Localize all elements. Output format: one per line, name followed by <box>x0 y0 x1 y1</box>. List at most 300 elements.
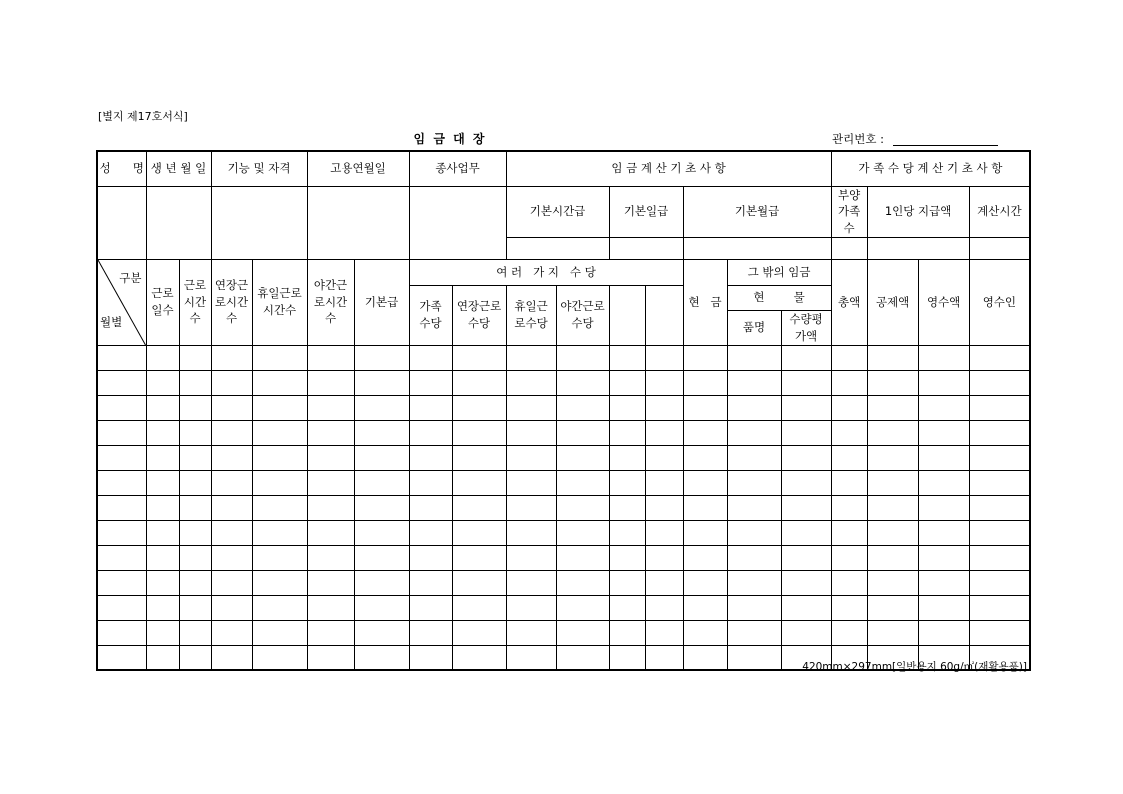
table-cell[interactable] <box>506 545 556 570</box>
table-cell[interactable] <box>727 395 781 420</box>
table-cell[interactable] <box>354 595 409 620</box>
table-cell[interactable] <box>211 620 252 645</box>
table-cell[interactable] <box>683 520 727 545</box>
hire-date-header: 고용연월일 <box>307 151 409 186</box>
work-days-header: 근로일수 <box>146 259 179 345</box>
table-cell[interactable] <box>506 395 556 420</box>
table-cell[interactable] <box>146 420 179 445</box>
allowance-extra-1[interactable] <box>609 285 645 345</box>
table-cell[interactable] <box>645 495 683 520</box>
night-allow-header: 야간근로수당 <box>556 285 609 345</box>
table-cell[interactable] <box>452 595 506 620</box>
table-cell[interactable] <box>831 545 867 570</box>
basic-monthly-field[interactable] <box>683 237 831 259</box>
table-cell[interactable] <box>97 570 146 595</box>
table-cell[interactable] <box>252 395 307 420</box>
table-cell[interactable] <box>609 595 645 620</box>
table-cell[interactable] <box>97 595 146 620</box>
table-cell[interactable] <box>179 445 211 470</box>
table-cell[interactable] <box>179 470 211 495</box>
table-cell[interactable] <box>179 495 211 520</box>
table-cell[interactable] <box>556 620 609 645</box>
total-header: 총액 <box>831 259 867 345</box>
table-cell[interactable] <box>867 345 918 370</box>
table-cell[interactable] <box>211 420 252 445</box>
table-cell[interactable] <box>781 570 831 595</box>
table-cell[interactable] <box>452 570 506 595</box>
table-cell[interactable] <box>918 420 969 445</box>
table-cell[interactable] <box>452 470 506 495</box>
table-cell[interactable] <box>506 570 556 595</box>
table-cell[interactable] <box>146 395 179 420</box>
table-cell[interactable] <box>211 545 252 570</box>
table-cell[interactable] <box>211 345 252 370</box>
table-cell[interactable] <box>506 420 556 445</box>
table-cell[interactable] <box>146 495 179 520</box>
table-cell[interactable] <box>727 345 781 370</box>
table-cell[interactable] <box>683 395 727 420</box>
table-cell[interactable] <box>506 370 556 395</box>
table-cell[interactable] <box>146 345 179 370</box>
table-cell[interactable] <box>506 645 556 670</box>
table-cell[interactable] <box>97 545 146 570</box>
table-cell[interactable] <box>252 420 307 445</box>
management-number-field[interactable] <box>893 145 998 146</box>
table-cell[interactable] <box>918 370 969 395</box>
table-cell[interactable] <box>683 445 727 470</box>
table-cell[interactable] <box>409 620 452 645</box>
table-cell[interactable] <box>506 345 556 370</box>
dependents-field[interactable] <box>831 237 867 259</box>
table-cell[interactable] <box>645 645 683 670</box>
table-cell[interactable] <box>556 370 609 395</box>
table-cell[interactable] <box>252 470 307 495</box>
table-cell[interactable] <box>354 545 409 570</box>
table-cell[interactable] <box>609 370 645 395</box>
category-by-month-header <box>97 259 146 345</box>
table-cell[interactable] <box>252 345 307 370</box>
duty-field[interactable] <box>409 186 506 259</box>
table-cell[interactable] <box>867 445 918 470</box>
table-cell[interactable] <box>452 520 506 545</box>
table-cell[interactable] <box>252 645 307 670</box>
table-cell[interactable] <box>867 545 918 570</box>
table-cell[interactable] <box>179 620 211 645</box>
table-cell[interactable] <box>354 420 409 445</box>
table-cell[interactable] <box>727 370 781 395</box>
table-cell[interactable] <box>969 345 1030 370</box>
table-cell[interactable] <box>211 445 252 470</box>
table-cell[interactable] <box>683 370 727 395</box>
table-cell[interactable] <box>556 445 609 470</box>
table-cell[interactable] <box>506 495 556 520</box>
table-cell[interactable] <box>645 370 683 395</box>
table-cell[interactable] <box>179 395 211 420</box>
table-cell[interactable] <box>211 595 252 620</box>
table-cell[interactable] <box>97 620 146 645</box>
table-cell[interactable] <box>867 595 918 620</box>
per-person-header: 1인당 지급액 <box>867 186 969 237</box>
calc-hours-field[interactable] <box>969 237 1030 259</box>
table-cell[interactable] <box>354 645 409 670</box>
table-cell[interactable] <box>683 420 727 445</box>
table-cell[interactable] <box>307 370 354 395</box>
table-cell[interactable] <box>969 370 1030 395</box>
table-cell[interactable] <box>781 395 831 420</box>
table-cell[interactable] <box>645 570 683 595</box>
table-cell[interactable] <box>831 570 867 595</box>
table-cell[interactable] <box>252 595 307 620</box>
table-cell[interactable] <box>609 445 645 470</box>
table-cell[interactable] <box>307 445 354 470</box>
birth-field[interactable] <box>146 186 211 259</box>
table-cell[interactable] <box>781 545 831 570</box>
table-cell[interactable] <box>683 570 727 595</box>
table-cell[interactable] <box>969 570 1030 595</box>
table-cell[interactable] <box>146 595 179 620</box>
table-cell[interactable] <box>831 395 867 420</box>
by-month-label: 월별 <box>100 314 123 329</box>
table-cell[interactable] <box>831 445 867 470</box>
birth-header: 생 년 월 일 <box>146 151 211 186</box>
table-cell[interactable] <box>452 370 506 395</box>
table-cell[interactable] <box>918 545 969 570</box>
table-cell[interactable] <box>556 420 609 445</box>
table-cell[interactable] <box>252 520 307 545</box>
holiday-allow-header: 휴일근로수당 <box>506 285 556 345</box>
table-cell[interactable] <box>354 620 409 645</box>
skill-field[interactable] <box>211 186 307 259</box>
table-cell[interactable] <box>556 395 609 420</box>
table-cell[interactable] <box>409 345 452 370</box>
table-cell[interactable] <box>146 620 179 645</box>
table-cell[interactable] <box>645 445 683 470</box>
table-cell[interactable] <box>252 570 307 595</box>
table-cell[interactable] <box>969 495 1030 520</box>
table-cell[interactable] <box>452 620 506 645</box>
table-cell[interactable] <box>918 620 969 645</box>
table-cell[interactable] <box>354 470 409 495</box>
table-cell[interactable] <box>781 420 831 445</box>
table-cell[interactable] <box>609 520 645 545</box>
table-cell[interactable] <box>727 545 781 570</box>
table-cell[interactable] <box>609 545 645 570</box>
table-cell[interactable] <box>252 370 307 395</box>
table-cell[interactable] <box>506 595 556 620</box>
table-cell[interactable] <box>307 395 354 420</box>
table-cell[interactable] <box>781 345 831 370</box>
table-cell[interactable] <box>97 470 146 495</box>
table-cell[interactable] <box>452 495 506 520</box>
table-cell[interactable] <box>609 495 645 520</box>
table-cell[interactable] <box>918 595 969 620</box>
table-cell[interactable] <box>969 470 1030 495</box>
table-cell[interactable] <box>969 520 1030 545</box>
table-cell[interactable] <box>918 470 969 495</box>
table-cell[interactable] <box>409 520 452 545</box>
table-cell[interactable] <box>97 395 146 420</box>
table-cell[interactable] <box>506 520 556 545</box>
table-cell[interactable] <box>867 520 918 545</box>
table-cell[interactable] <box>781 470 831 495</box>
table-cell[interactable] <box>409 370 452 395</box>
table-cell[interactable] <box>409 445 452 470</box>
table-cell[interactable] <box>831 345 867 370</box>
per-person-field[interactable] <box>867 237 969 259</box>
table-cell[interactable] <box>409 570 452 595</box>
table-cell[interactable] <box>781 370 831 395</box>
table-cell[interactable] <box>609 645 645 670</box>
ext-hours-header: 연장근로시간수 <box>211 259 252 345</box>
table-cell[interactable] <box>831 595 867 620</box>
table-cell[interactable] <box>307 345 354 370</box>
table-cell[interactable] <box>918 445 969 470</box>
table-cell[interactable] <box>556 520 609 545</box>
table-cell[interactable] <box>831 470 867 495</box>
table-cell[interactable] <box>307 595 354 620</box>
table-cell[interactable] <box>179 345 211 370</box>
table-cell[interactable] <box>506 445 556 470</box>
table-cell[interactable] <box>307 420 354 445</box>
table-cell[interactable] <box>179 520 211 545</box>
table-cell[interactable] <box>354 395 409 420</box>
table-cell[interactable] <box>727 595 781 620</box>
table-cell[interactable] <box>146 445 179 470</box>
table-cell[interactable] <box>97 345 146 370</box>
table-cell[interactable] <box>918 520 969 545</box>
table-cell[interactable] <box>307 520 354 545</box>
table-cell[interactable] <box>307 495 354 520</box>
table-cell[interactable] <box>645 470 683 495</box>
basic-daily-field[interactable] <box>609 237 683 259</box>
basic-monthly-header: 기본월급 <box>683 186 831 237</box>
table-cell[interactable] <box>645 620 683 645</box>
table-cell[interactable] <box>727 420 781 445</box>
table-cell[interactable] <box>452 420 506 445</box>
table-cell[interactable] <box>556 470 609 495</box>
table-cell[interactable] <box>252 445 307 470</box>
other-wages-header: 그 밖의 임금 <box>727 259 831 285</box>
table-cell[interactable] <box>556 545 609 570</box>
table-cell[interactable] <box>609 570 645 595</box>
table-cell[interactable] <box>969 545 1030 570</box>
table-cell[interactable] <box>727 570 781 595</box>
table-cell[interactable] <box>727 445 781 470</box>
table-cell[interactable] <box>609 620 645 645</box>
table-cell[interactable] <box>506 470 556 495</box>
ext-allow-header: 연장근로수당 <box>452 285 506 345</box>
table-cell[interactable] <box>683 545 727 570</box>
table-cell[interactable] <box>831 620 867 645</box>
table-cell[interactable] <box>354 445 409 470</box>
table-cell[interactable] <box>556 570 609 595</box>
table-cell[interactable] <box>867 470 918 495</box>
table-row <box>97 595 1030 620</box>
qty-value-header: 수량평가액 <box>781 310 831 345</box>
table-cell[interactable] <box>867 395 918 420</box>
table-cell[interactable] <box>781 445 831 470</box>
table-cell[interactable] <box>252 545 307 570</box>
category-label: 구분 <box>119 270 142 285</box>
table-cell[interactable] <box>179 570 211 595</box>
table-cell[interactable] <box>683 495 727 520</box>
table-cell[interactable] <box>409 645 452 670</box>
table-cell[interactable] <box>609 420 645 445</box>
table-cell[interactable] <box>727 470 781 495</box>
table-row <box>97 420 1030 445</box>
table-cell[interactable] <box>97 495 146 520</box>
in-kind-header: 현 물 <box>727 285 831 310</box>
table-cell[interactable] <box>179 545 211 570</box>
table-cell[interactable] <box>307 470 354 495</box>
table-cell[interactable] <box>409 495 452 520</box>
table-cell[interactable] <box>867 570 918 595</box>
table-cell[interactable] <box>831 520 867 545</box>
table-cell[interactable] <box>452 445 506 470</box>
table-cell[interactable] <box>645 595 683 620</box>
table-cell[interactable] <box>609 395 645 420</box>
table-cell[interactable] <box>609 470 645 495</box>
table-cell[interactable] <box>307 645 354 670</box>
table-cell[interactable] <box>867 620 918 645</box>
table-cell[interactable] <box>211 520 252 545</box>
table-cell[interactable] <box>556 495 609 520</box>
table-cell[interactable] <box>354 570 409 595</box>
table-row <box>97 620 1030 645</box>
table-cell[interactable] <box>683 595 727 620</box>
table-cell[interactable] <box>918 395 969 420</box>
table-cell[interactable] <box>179 370 211 395</box>
table-cell[interactable] <box>409 470 452 495</box>
management-number-label: 관리번호 : <box>832 132 884 146</box>
table-cell[interactable] <box>409 595 452 620</box>
table-cell[interactable] <box>645 520 683 545</box>
table-cell[interactable] <box>146 645 179 670</box>
table-cell[interactable] <box>918 570 969 595</box>
duty-header: 종사업무 <box>409 151 506 186</box>
table-cell[interactable] <box>781 595 831 620</box>
table-cell[interactable] <box>97 370 146 395</box>
table-cell[interactable] <box>645 420 683 445</box>
table-cell[interactable] <box>781 620 831 645</box>
table-cell[interactable] <box>211 470 252 495</box>
table-cell[interactable] <box>179 420 211 445</box>
table-cell[interactable] <box>97 420 146 445</box>
table-cell[interactable] <box>307 620 354 645</box>
table-cell[interactable] <box>969 620 1030 645</box>
table-cell[interactable] <box>969 395 1030 420</box>
table-cell[interactable] <box>727 645 781 670</box>
table-cell[interactable] <box>211 645 252 670</box>
table-cell[interactable] <box>97 445 146 470</box>
table-cell[interactable] <box>727 620 781 645</box>
table-cell[interactable] <box>211 495 252 520</box>
table-cell[interactable] <box>146 570 179 595</box>
table-cell[interactable] <box>179 595 211 620</box>
table-cell[interactable] <box>252 620 307 645</box>
table-cell[interactable] <box>969 445 1030 470</box>
table-cell[interactable] <box>867 495 918 520</box>
table-cell[interactable] <box>556 645 609 670</box>
table-cell[interactable] <box>867 370 918 395</box>
table-cell[interactable] <box>354 520 409 545</box>
table-cell[interactable] <box>831 495 867 520</box>
table-row <box>97 470 1030 495</box>
table-cell[interactable] <box>146 520 179 545</box>
table-cell[interactable] <box>645 545 683 570</box>
table-cell[interactable] <box>307 570 354 595</box>
table-cell[interactable] <box>556 595 609 620</box>
table-cell[interactable] <box>683 470 727 495</box>
table-cell[interactable] <box>211 395 252 420</box>
table-cell[interactable] <box>354 345 409 370</box>
table-cell[interactable] <box>831 420 867 445</box>
dependents-header: 부양가족수 <box>831 186 867 237</box>
table-cell[interactable] <box>97 645 146 670</box>
table-row <box>97 395 1030 420</box>
table-cell[interactable] <box>179 645 211 670</box>
table-cell[interactable] <box>969 420 1030 445</box>
table-cell[interactable] <box>146 545 179 570</box>
table-cell[interactable] <box>409 420 452 445</box>
table-cell[interactable] <box>609 345 645 370</box>
table-cell[interactable] <box>252 495 307 520</box>
table-cell[interactable] <box>307 545 354 570</box>
table-cell[interactable] <box>867 420 918 445</box>
hire-date-field[interactable] <box>307 186 409 259</box>
table-cell[interactable] <box>354 370 409 395</box>
table-cell[interactable] <box>452 645 506 670</box>
table-cell[interactable] <box>918 345 969 370</box>
table-cell[interactable] <box>781 520 831 545</box>
wage-ledger-table <box>96 150 1031 671</box>
table-cell[interactable] <box>354 495 409 520</box>
table-cell[interactable] <box>409 545 452 570</box>
table-cell[interactable] <box>211 370 252 395</box>
basic-hourly-header: 기본시간급 <box>506 186 609 237</box>
table-cell[interactable] <box>683 345 727 370</box>
table-cell[interactable] <box>452 345 506 370</box>
deduction-header: 공제액 <box>867 259 918 345</box>
allowance-extra-2[interactable] <box>645 285 683 345</box>
table-cell[interactable] <box>645 345 683 370</box>
page-title: 임 금 대 장 <box>413 132 487 146</box>
table-cell[interactable] <box>556 345 609 370</box>
table-cell[interactable] <box>918 495 969 520</box>
table-cell[interactable] <box>409 395 452 420</box>
table-cell[interactable] <box>969 595 1030 620</box>
table-cell[interactable] <box>831 370 867 395</box>
table-cell[interactable] <box>97 520 146 545</box>
table-cell[interactable] <box>146 370 179 395</box>
table-cell[interactable] <box>452 395 506 420</box>
basic-hourly-field[interactable] <box>506 237 609 259</box>
table-cell[interactable] <box>452 545 506 570</box>
table-row <box>97 495 1030 520</box>
table-cell[interactable] <box>683 645 727 670</box>
table-cell[interactable] <box>727 520 781 545</box>
table-cell[interactable] <box>211 570 252 595</box>
table-cell[interactable] <box>683 620 727 645</box>
table-row <box>97 520 1030 545</box>
table-cell[interactable] <box>506 620 556 645</box>
table-cell[interactable] <box>781 495 831 520</box>
table-cell[interactable] <box>727 495 781 520</box>
name-field[interactable] <box>97 186 146 259</box>
wage-basis-header: 임 금 계 산 기 초 사 항 <box>506 151 831 186</box>
table-cell[interactable] <box>645 395 683 420</box>
table-cell[interactable] <box>146 470 179 495</box>
